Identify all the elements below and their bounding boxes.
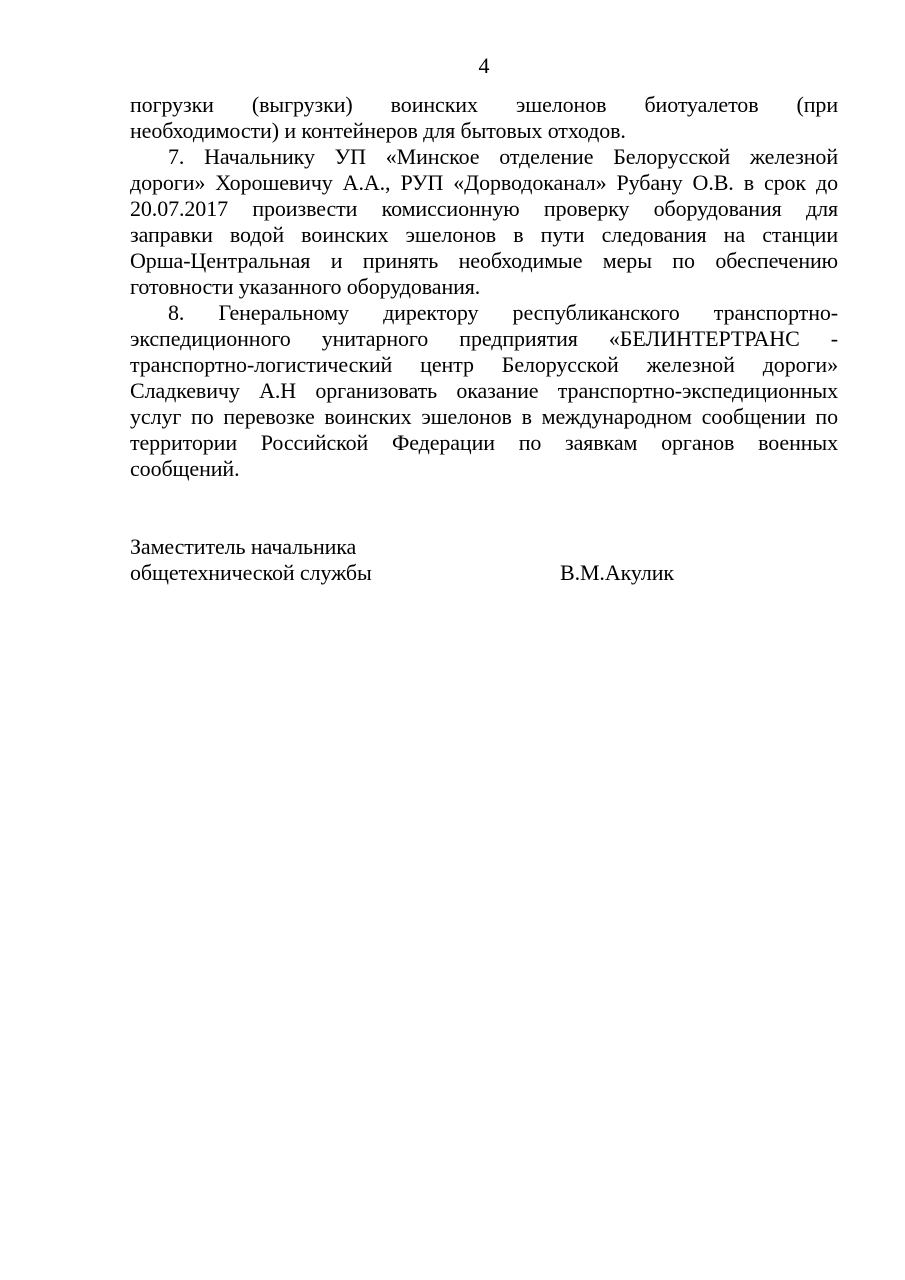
paragraph-item-8 <box>130 300 838 482</box>
paragraph-line: услуг по перевозке воинских эшелонов в международном сообщении по <box>130 404 838 429</box>
paragraph-line: 8. Генеральному директору республиканского транспортно- <box>168 300 838 325</box>
paragraph-line: погрузки (выгрузки) воинских эшелонов биотуалетов (при <box>130 92 838 117</box>
paragraph-line: экспедиционного унитарного предприятия «БЕЛИНТЕРТРАНС - <box>130 326 838 351</box>
paragraph-line: транспортно-логистический центр Белорусской железной дороги» <box>130 352 838 377</box>
paragraph-item-7 <box>130 144 838 300</box>
signature-block <box>130 534 838 586</box>
paragraph-line: сообщений. <box>130 456 240 481</box>
paragraph-line: территории Российской Федерации по заявкам органов военных <box>130 430 838 455</box>
paragraph-line: необходимости) и контейнеров для бытовых отходов. <box>130 118 626 143</box>
page-number: 4 <box>478 53 490 78</box>
paragraph-line: заправки водой воинских эшелонов в пути следования на станции <box>130 222 838 247</box>
signer-name: В.М.Акулик <box>560 560 674 585</box>
paragraph-line: готовности указанного оборудования. <box>130 274 481 299</box>
signer-title-line1: Заместитель начальника <box>130 534 357 559</box>
paragraph-continuation <box>130 92 838 144</box>
paragraph-line: 20.07.2017 произвести комиссионную проверку оборудования для <box>130 196 838 221</box>
paragraph-line: Сладкевичу А.Н организовать оказание транспортно-экспедиционных <box>130 378 838 403</box>
paragraph-line: Орша-Центральная и принять необходимые меры по обеспечению <box>130 248 838 273</box>
paragraph-line: 7. Начальнику УП «Минское отделение Белорусской железной <box>168 144 838 169</box>
signer-title-line2: общетехнической службы <box>130 560 372 585</box>
document-page <box>130 53 838 586</box>
paragraph-line: дороги» Хорошевичу А.А., РУП «Дорводоканал» Рубану О.В. в срок до <box>130 170 838 195</box>
